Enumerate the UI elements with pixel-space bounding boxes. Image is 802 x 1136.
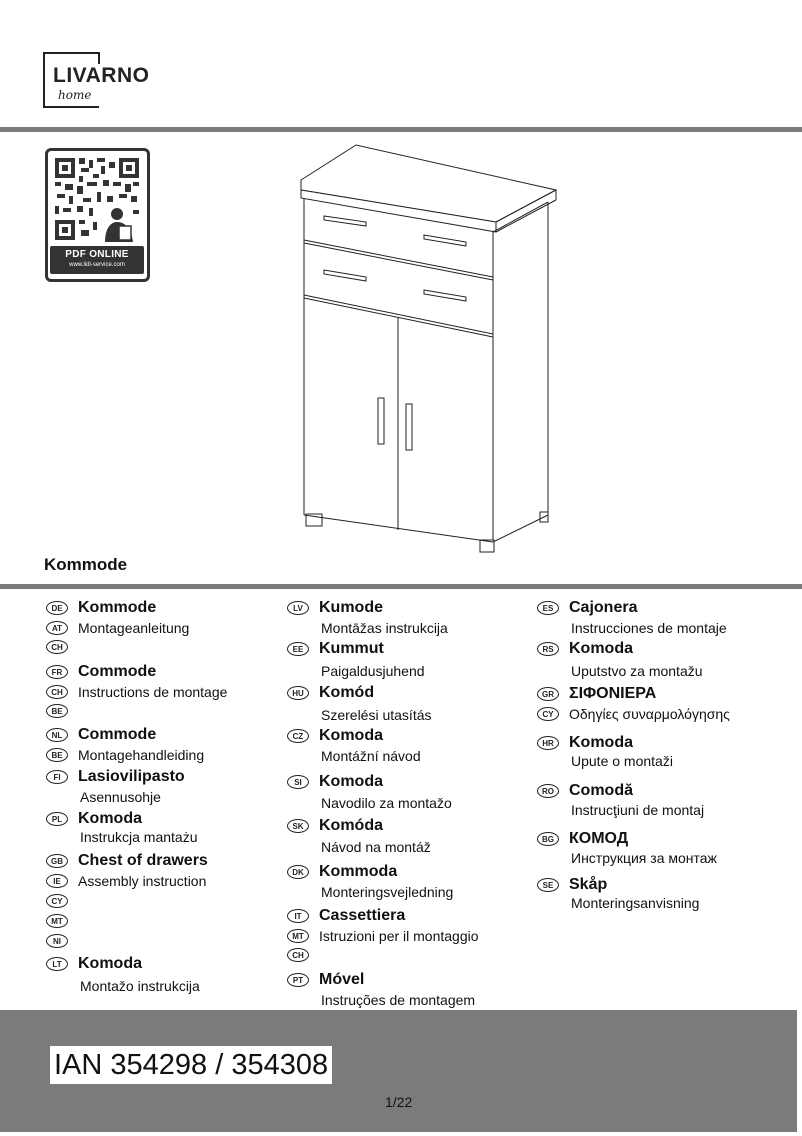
product-name: Komoda <box>78 955 142 972</box>
country-badge: CY <box>537 707 559 721</box>
country-badge: IT <box>287 909 309 923</box>
language-entry <box>287 772 527 816</box>
product-name: Komód <box>319 684 375 701</box>
product-name: Commode <box>78 726 157 743</box>
product-name: Komóda <box>319 817 383 834</box>
country-badge: FI <box>46 770 68 784</box>
instruction-title: Instrukcja mantażu <box>80 829 198 845</box>
language-column-1 <box>46 598 276 998</box>
product-name: Kumode <box>319 599 383 616</box>
country-badge: RO <box>537 784 559 798</box>
country-badge: RS <box>537 642 559 656</box>
instruction-title: Montagehandleiding <box>78 747 205 763</box>
instruction-title: Instruções de montagem <box>321 992 476 1008</box>
country-badge: GB <box>46 854 68 868</box>
page-number: 1/22 <box>385 1094 413 1110</box>
language-entry <box>46 662 276 725</box>
qr-url: www.lidl-service.com <box>69 262 125 268</box>
language-entry <box>537 733 777 781</box>
instruction-title: Instrucţiuni de montaj <box>571 802 705 818</box>
country-badge: CZ <box>287 729 309 743</box>
language-entry <box>537 829 777 875</box>
language-entry <box>287 639 527 683</box>
instruction-title: Инструкция за монтаж <box>571 850 717 866</box>
product-name: Kommoda <box>319 863 398 880</box>
instruction-title: Instructions de montage <box>78 684 228 700</box>
country-badge: CY <box>46 894 68 908</box>
language-entry <box>46 767 276 809</box>
language-column-2 <box>287 598 527 1010</box>
product-illustration <box>296 140 566 560</box>
country-badge: DK <box>287 865 309 879</box>
instruction-title: Montažo instrukcija <box>80 978 200 994</box>
footer-edge <box>797 1010 802 1136</box>
country-badge: NL <box>46 728 68 742</box>
product-name: Komoda <box>319 727 383 744</box>
product-name: КОМОД <box>569 830 629 847</box>
country-badge: IE <box>46 874 68 888</box>
language-entry <box>537 684 777 733</box>
language-entry <box>537 875 777 915</box>
instruction-title: Assembly instruction <box>78 873 207 889</box>
language-entry <box>287 970 527 1010</box>
product-name: Komoda <box>569 734 633 751</box>
brand-logo-sub: home <box>58 88 92 102</box>
product-title: Kommode <box>44 555 128 574</box>
country-badge: CH <box>46 640 68 654</box>
instruction-title: Monteringsanvisning <box>571 895 700 911</box>
country-badge: BE <box>46 748 68 762</box>
language-entry <box>287 683 527 726</box>
product-name: Komoda <box>569 640 633 657</box>
instruction-title: Istruzioni per il montaggio <box>319 928 479 944</box>
country-badge: SK <box>287 819 309 833</box>
country-badge: BE <box>46 704 68 718</box>
middle-divider <box>0 584 802 589</box>
instruction-title: Montāžas instrukcija <box>321 620 448 636</box>
product-name: Komoda <box>78 810 142 827</box>
country-badge: BG <box>537 832 559 846</box>
product-name: Skåp <box>569 876 608 893</box>
language-entry <box>537 598 777 639</box>
country-badge: FR <box>46 665 68 679</box>
language-entry <box>287 906 527 970</box>
country-badge: NI <box>46 934 68 948</box>
language-column-3 <box>537 598 777 915</box>
country-badge: DE <box>46 601 68 615</box>
instruction-title: Οδηγίες συναρμολόγησης <box>569 706 730 722</box>
country-badge: PL <box>46 812 68 826</box>
language-entry <box>537 781 777 829</box>
instruction-title: Asennusohje <box>80 789 161 805</box>
country-badge: CH <box>46 685 68 699</box>
country-badge: LT <box>46 957 68 971</box>
instruction-title: Upute o montaži <box>571 753 673 769</box>
instruction-title: Monteringsvejledning <box>321 884 454 900</box>
product-name: Komoda <box>319 773 383 790</box>
product-name: Kommode <box>78 599 157 616</box>
instruction-title: Uputstvo za montažu <box>571 663 703 679</box>
language-entry <box>46 809 276 851</box>
instruction-title: Navodilo za montažo <box>321 795 452 811</box>
brand-logo: LIVARNO <box>53 64 150 87</box>
country-badge: HU <box>287 686 309 700</box>
instruction-title: Instrucciones de montaje <box>571 620 727 636</box>
product-name: Kummut <box>319 640 384 657</box>
language-entry <box>287 598 527 639</box>
language-entry <box>46 598 276 662</box>
country-badge: HR <box>537 736 559 750</box>
qr-title: PDF ONLINE <box>65 249 129 260</box>
instruction-title: Szerelési utasítás <box>321 707 432 723</box>
product-name: Commode <box>78 663 157 680</box>
country-badge: LV <box>287 601 309 615</box>
country-badge: MT <box>287 929 309 943</box>
language-entry <box>287 862 527 906</box>
language-entry <box>46 954 276 998</box>
language-entry <box>287 726 527 772</box>
language-entry <box>537 639 777 684</box>
instruction-title: Montageanleitung <box>78 620 190 636</box>
country-badge: CH <box>287 948 309 962</box>
product-name: ΣΙΦΟΝΙΕΡΑ <box>569 685 657 702</box>
country-badge: SE <box>537 878 559 892</box>
country-badge: GR <box>537 687 559 701</box>
country-badge: EE <box>287 642 309 656</box>
product-name: Cassettiera <box>319 907 406 924</box>
country-badge: ES <box>537 601 559 615</box>
language-entry <box>46 725 276 767</box>
instruction-title: Montážní návod <box>321 748 421 764</box>
product-name: Chest of drawers <box>78 852 208 869</box>
product-name: Comodă <box>569 782 633 799</box>
product-name: Cajonera <box>569 599 638 616</box>
product-name: Móvel <box>319 971 365 988</box>
country-badge: AT <box>46 621 68 635</box>
instruction-title: Paigaldusjuhend <box>321 663 425 679</box>
country-badge: MT <box>46 914 68 928</box>
qr-code-icon <box>53 156 141 242</box>
instruction-title: Návod na montáž <box>321 839 431 855</box>
product-name: Lasiovilipasto <box>78 768 185 785</box>
country-badge: SI <box>287 775 309 789</box>
language-entry <box>287 816 527 862</box>
language-entry <box>46 851 276 954</box>
country-badge: PT <box>287 973 309 987</box>
top-divider <box>0 127 802 132</box>
ian-number: IAN 354298 / 354308 <box>50 1046 332 1084</box>
